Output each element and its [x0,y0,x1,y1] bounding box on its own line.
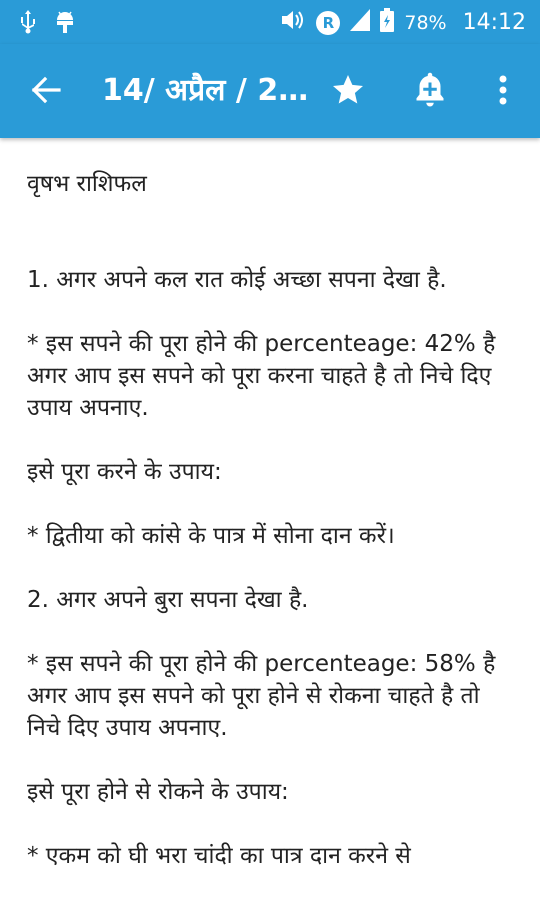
add-reminder-button[interactable] [412,70,452,112]
bell-add-icon [412,95,448,114]
star-icon [330,93,366,112]
app-bar [0,44,540,138]
article-paragraph: इसे पूरा करने के उपाय: [27,459,222,485]
article-paragraph: * इस सपने की पूरा होने की percenteage: 42% है अगर आप इस सपने को पूरा करना चाहते है तो निचे दिए उपाय अपनाए. [27,331,496,421]
back-button[interactable] [26,72,66,112]
page-title: 14/ अप्रैल / 2... [102,73,312,108]
usb-icon [20,10,36,38]
more-vert-icon [488,95,518,114]
signal-icon [350,9,370,36]
article-paragraph: * एकम को घी भरा चांदी का पात्र दान करने से [27,843,411,869]
article-body [27,168,517,904]
status-bar [0,0,540,44]
roaming-badge: R [316,11,340,35]
article-paragraph: इसे पूरा होने से रोकने के उपाय: [27,779,289,805]
android-debug-icon [54,10,76,38]
article-paragraph: 1. अगर अपने कल रात कोई अच्छा सपना देखा है. [27,267,447,293]
overflow-menu-button[interactable] [488,70,518,112]
volume-icon [280,8,306,37]
battery-percentage: 78% [404,11,447,34]
article-heading: वृषभ राशिफल [27,171,147,197]
article-paragraph: * द्वितीया को कांसे के पात्र में सोना दान करें। [27,523,395,549]
back-arrow-icon [31,75,61,109]
clock: 14:12 [462,10,526,35]
article-paragraph: 2. अगर अपने बुरा सपना देखा है. [27,587,309,613]
article-paragraph: * इस सपने की पूरा होने की percenteage: 58% है अगर आप इस सपने को पूरा होने से रोकना चाहते है तो निचे दिए उपाय अपनाए. [27,651,496,741]
battery-icon [380,8,394,37]
favorite-button[interactable] [330,72,370,112]
